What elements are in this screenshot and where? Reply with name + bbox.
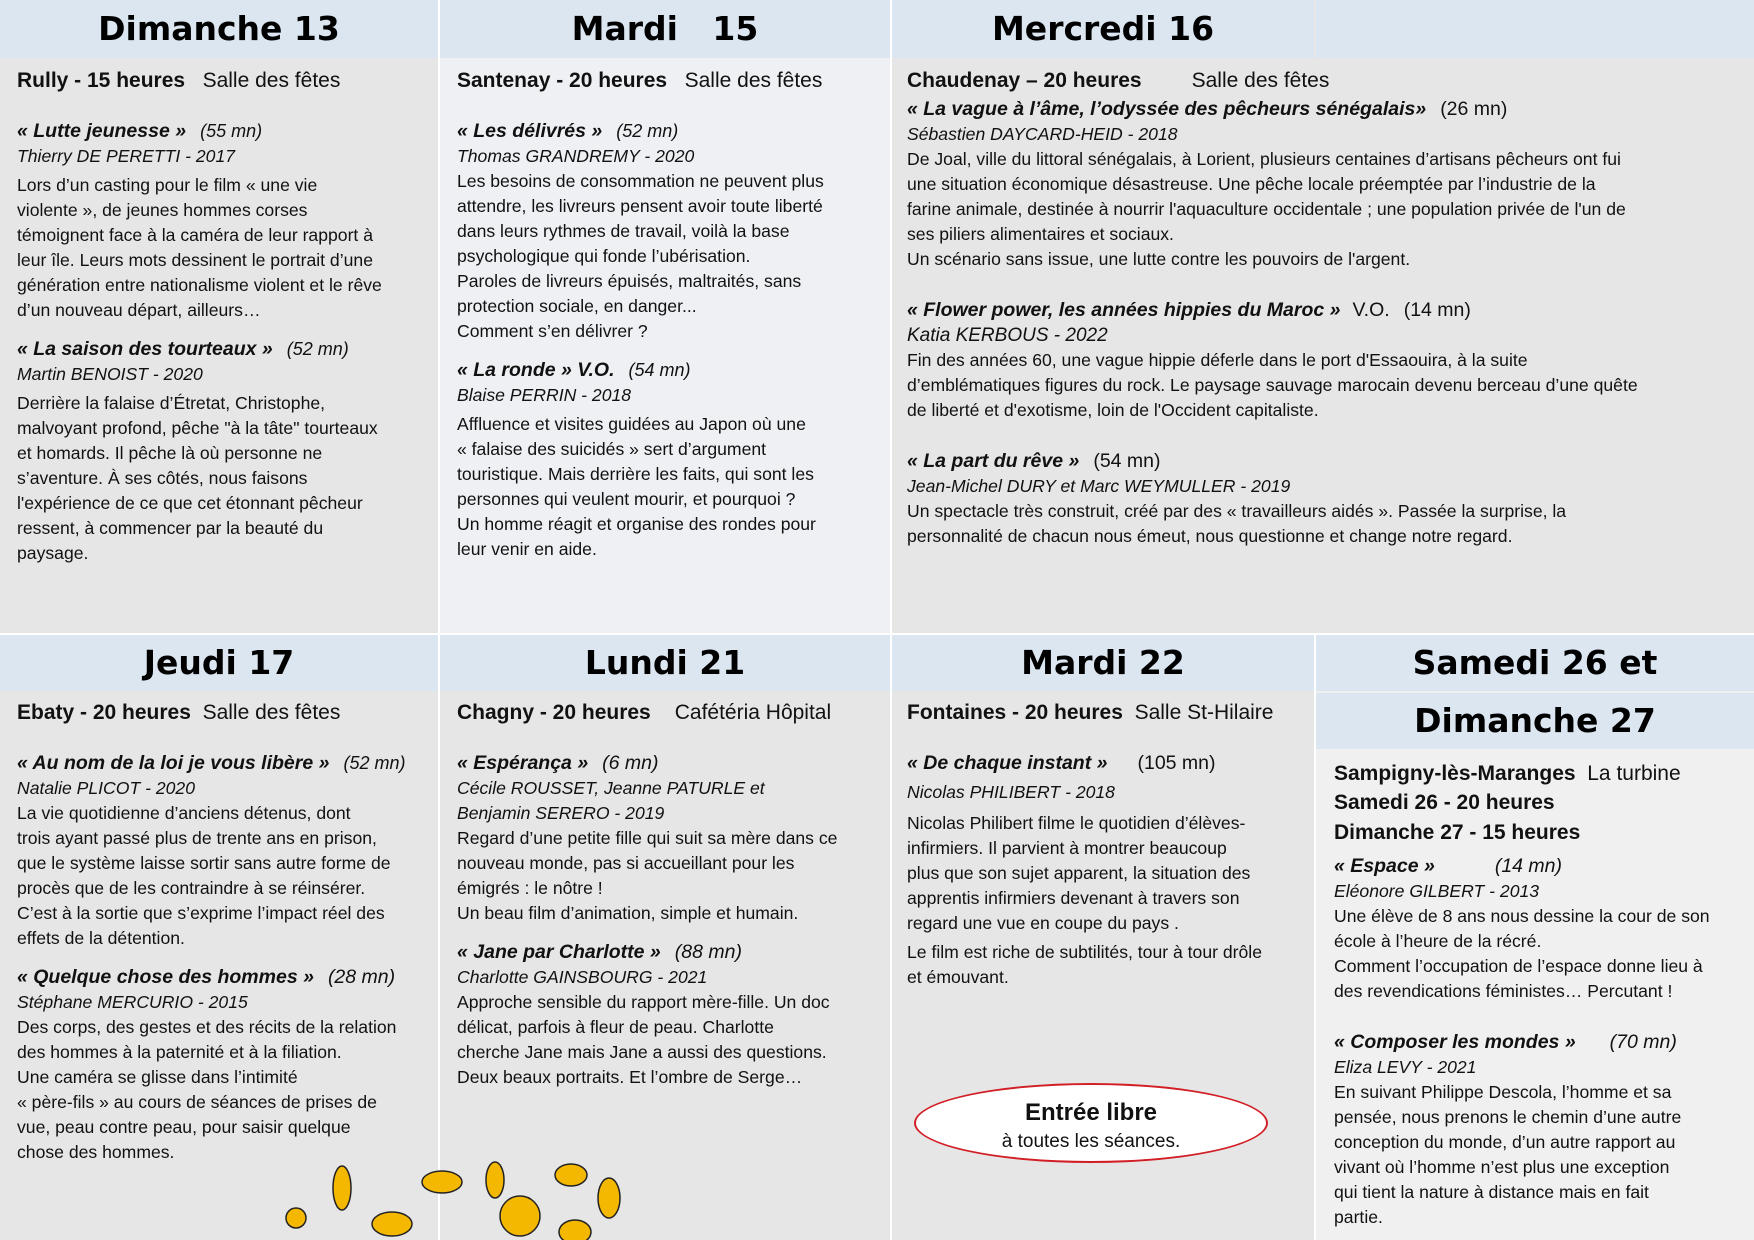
day-body-samedi-dimanche [1334,760,1752,1238]
film-desc-line: Des corps, des gestes et des récits de la relation [17,1017,397,1037]
yellow-dots-decoration-icon [270,1160,690,1240]
film-desc-line: effets de la détention. [17,928,185,948]
film-desc-line: et émouvant. [907,967,1009,987]
film-director: Eliza LEVY - 2021 [1334,1057,1477,1077]
film-title-line: « Quelque chose des hommes » (28 mn) [17,966,396,988]
film-title-line: « De chaque instant » (105 mn) [907,752,1216,774]
film-title-line: « Espace » (14 mn) [1334,855,1563,877]
film-desc-line: violente », de jeunes hommes corses [17,200,308,220]
film-title-line: « La saison des tourteaux » (52 mn) [17,338,349,360]
film-desc-line: nouveau monde, pas si accueillant pour les [457,853,795,873]
film-director: Katia KERBOUS - 2022 [907,325,1108,346]
day-body-mardi-15 [457,68,887,628]
film-desc-line: Comment s’en délivrer ? [457,321,648,341]
film-desc-line: infirmiers. Il parvient à montrer beaucoup [907,838,1227,858]
film-title-line: « La ronde » V.O. (54 mn) [457,359,691,381]
film-director: Thierry DE PERETTI - 2017 [17,146,236,166]
film-desc-line: l'expérience de ce que cet étonnant pêcheur [17,493,363,513]
film-desc-line: dans leurs rythmes de travail, voilà la base [457,221,790,241]
film-desc-line: pensée, nous prenons le chemin d’une autre [1334,1107,1682,1127]
film-desc-line: Comment l’occupation de l’espace donne lieu à [1334,956,1703,976]
day-header-mardi-15: Mardi 15 [440,0,890,58]
film-desc-line: Lors d’un casting pour le film « une vie [17,175,318,195]
day-header-jeudi-17: Jeudi 17 [0,635,438,691]
film-desc-line: ses piliers alimentaires et sociaux. [907,224,1174,244]
film-desc-line: touristique. Mais derrière les faits, qui sont les [457,464,814,484]
film-desc-line: personnes qui veulent mourir, et pourquoi ? [457,489,796,509]
day-header-dimanche-13: Dimanche 13 [0,0,438,58]
film-desc-line: s’aventure. À ses côtés, nous faisons [17,468,308,488]
film-title-line: « Lutte jeunesse » (55 mn) [17,120,263,142]
film-desc-line: partie. [1334,1207,1383,1227]
location-line: Sampigny-lès-Maranges La turbine [1334,762,1681,785]
film-title-line: « Composer les mondes » (70 mn) [1334,1031,1677,1053]
day-header-mardi-22: Mardi 22 [892,635,1314,691]
entree-libre-title: Entrée libre [1024,1099,1158,1126]
film-desc-line: de liberté et d'exotisme, loin de l'Occident capitaliste. [907,400,1319,420]
film-desc-line: d’emblématiques figures du rock. Le paysage sauvage marocain devenu berceau d’une quête [907,375,1638,395]
film-director: Nicolas PHILIBERT - 2018 [907,782,1115,802]
film-director: Martin BENOIST - 2020 [17,364,203,384]
film-director: Jean-Michel DURY et Marc WEYMULLER - 2019 [907,476,1291,496]
film-desc-line: trois ayant passé plus de trente ans en prison, [17,828,377,848]
entree-libre-badge [914,1083,1268,1163]
entree-libre-subtitle: à toutes les séances. [1001,1131,1181,1152]
film-desc-line: vivant où l’homme n’est plus une exception [1334,1157,1670,1177]
film-desc-line: Un homme réagit et organise des rondes pour [457,514,816,534]
film-desc-line: C’est à la sortie que s’exprime l’impact réel des [17,903,385,923]
day-body-dimanche-13 [17,68,432,628]
film-desc-line: Un beau film d’animation, simple et humain. [457,903,799,923]
location-line: Ebaty - 20 heures Salle des fêtes [17,701,341,724]
film-desc-line: qui tient la nature à distance mais en fait [1334,1182,1649,1202]
header-band-blank [1316,0,1754,58]
location-line: Chagny - 20 heures Cafétéria Hôpital [457,701,832,724]
film-desc-line: personnalité de chacun nous émeut, nous questionne et change notre regard. [907,526,1513,546]
day-header-lundi-21: Lundi 21 [440,635,890,691]
film-title-line: « Espérança » (6 mn) [457,752,659,774]
day-body-mardi-22 [907,700,1311,1020]
location-line: Rully - 15 heures Salle des fêtes [17,69,341,92]
film-desc-line: paysage. [17,543,89,563]
film-desc-line: plus que son sujet apparent, la situation des [907,863,1251,883]
film-desc-line: Fin des années 60, une vague hippie déferle dans le port d'Essaouira, à la suite [907,350,1528,370]
yellow-dot [333,1166,351,1210]
film-director: Cécile ROUSSET, Jeanne PATURLE et [457,778,765,798]
film-desc-line: des hommes à la paternité et à la filiation. [17,1042,342,1062]
film-desc-line: Une élève de 8 ans nous dessine la cour de son [1334,906,1710,926]
day-header-dimanche-27: Dimanche 27 [1316,693,1754,749]
yellow-dot [286,1208,306,1228]
location-line: Santenay - 20 heures Salle des fêtes [457,69,823,92]
film-desc-line: Regard d’une petite fille qui suit sa mère dans ce [457,828,838,848]
film-desc-line: De Joal, ville du littoral sénégalais, à Lorient, plusieurs centaines d’artisans pêcheurs ont fui [907,149,1621,169]
time-line: Dimanche 27 - 15 heures [1334,821,1581,844]
day-body-jeudi-17 [17,700,435,1180]
yellow-dot [555,1164,587,1186]
film-desc-line: Une caméra se glisse dans l’intimité [17,1067,298,1087]
film-desc-line: Le film est riche de subtilités, tour à tour drôle [907,942,1262,962]
film-title-line: « Flower power, les années hippies du Maroc » V.O. (14 mn) [907,299,1471,321]
film-director: Charlotte GAINSBOURG - 2021 [457,967,708,987]
film-desc-line: cherche Jane mais Jane a aussi des questions. [457,1042,827,1062]
film-desc-line: que le système laisse sortir sans autre forme de [17,853,391,873]
film-director: Natalie PLICOT - 2020 [17,778,195,798]
film-desc-line: Un spectacle très construit, créé par des « travailleurs aidés ». Passée la surprise, la [907,501,1567,521]
film-desc-line: Paroles de livreurs épuisés, maltraités, sans [457,271,802,291]
film-title-line: « Au nom de la loi je vous libère » (52 mn) [17,752,406,774]
film-desc-line: procès que de les contraindre à se réinsérer. [17,878,366,898]
film-desc-line: malvoyant profond, pêche "à la tâte" tourteaux [17,418,378,438]
film-desc-line: farine animale, destinée à nourrir l'aquaculture occidentale ; une population privée de l'un de [907,199,1626,219]
film-desc-line: ressent, à commencer par la beauté du [17,518,324,538]
film-desc-line: vue, peau contre peau, pour saisir quelque [17,1117,351,1137]
film-desc-line: et homards. Il pêche là où personne ne [17,443,323,463]
film-desc-line: Nicolas Philibert filme le quotidien d’élèves- [907,813,1246,833]
film-desc-line: délicat, parfois à fleur de peau. Charlotte [457,1017,774,1037]
film-desc-line: leur venir en aide. [457,539,597,559]
yellow-dot [559,1220,591,1240]
film-title-line: « La part du rêve » (54 mn) [907,450,1161,472]
film-title-line: « Les délivrés » (52 mn) [457,120,679,142]
film-desc-line: leur île. Leurs mots dessinent le portrait d’une [17,250,373,270]
film-desc-line: d’un nouveau départ, ailleurs… [17,300,261,320]
film-desc-line: chose des hommes. [17,1142,175,1162]
film-desc-line: des revendications féministes… Percutant ! [1334,981,1673,1001]
film-director: Thomas GRANDREMY - 2020 [457,146,695,166]
time-line: Samedi 26 - 20 heures [1334,791,1555,814]
film-desc-line: Les besoins de consommation ne peuvent plus [457,171,824,191]
film-desc-line: La vie quotidienne d’anciens détenus, dont [17,803,351,823]
film-desc-line: témoignent face à la caméra de leur rapport à [17,225,373,245]
film-desc-line: Affluence et visites guidées au Japon où une [457,414,806,434]
film-desc-line: Approche sensible du rapport mère-fille. Un doc [457,992,830,1012]
film-desc-line: Un scénario sans issue, une lutte contre les pouvoirs de l'argent. [907,249,1411,269]
location-line: Fontaines - 20 heures Salle St-Hilaire [907,701,1274,724]
film-desc-line: « falaise des suicidés » sert d’argument [457,439,767,459]
film-director: Sébastien DAYCARD-HEID - 2018 [907,124,1178,144]
film-desc-line: Derrière la falaise d’Étretat, Christophe, [17,393,326,413]
film-title-line: « La vague à l’âme, l’odyssée des pêcheurs sénégalais» (26 mn) [907,98,1508,120]
film-desc-line: Deux beaux portraits. Et l’ombre de Serge… [457,1067,803,1087]
location-line: Chaudenay – 20 heures Salle des fêtes [907,69,1330,92]
day-body-lundi-21 [457,700,887,1120]
film-desc-line: « père-fils » au cours de séances de prises de [17,1092,377,1112]
yellow-dot [486,1162,504,1198]
film-desc-line: En suivant Philippe Descola, l’homme et sa [1334,1082,1672,1102]
film-desc-line: école à l’heure de la récré. [1334,931,1542,951]
yellow-dot [500,1196,540,1236]
film-director: Blaise PERRIN - 2018 [457,385,632,405]
day-body-mercredi-16 [907,68,1747,628]
film-desc-line: une situation économique désastreuse. Une pêche locale préemptée par l’industrie de la [907,174,1596,194]
film-director: Eléonore GILBERT - 2013 [1334,881,1540,901]
yellow-dot [372,1212,412,1236]
film-desc-line: regard une vue en coupe du pays . [907,913,1179,933]
film-director: Benjamin SERERO - 2019 [457,803,665,823]
yellow-dot [422,1171,462,1193]
film-director: Stéphane MERCURIO - 2015 [17,992,248,1012]
film-desc-line: apprentis infirmiers devenant à travers son [907,888,1240,908]
film-desc-line: génération entre nationalisme violent et le rêve [17,275,382,295]
film-desc-line: protection sociale, en danger... [457,296,697,316]
day-header-samedi-26: Samedi 26 et [1316,635,1754,691]
yellow-dot [598,1178,620,1218]
film-title-line: « Jane par Charlotte » (88 mn) [457,941,742,963]
day-header-mercredi-16: Mercredi 16 [892,0,1314,58]
film-desc-line: attendre, les livreurs pensent avoir toute liberté [457,196,823,216]
film-desc-line: psychologique qui fonde l’ubérisation. [457,246,751,266]
film-desc-line: conception du monde, d’un autre rapport au [1334,1132,1676,1152]
film-desc-line: émigrés : le nôtre ! [457,878,603,898]
